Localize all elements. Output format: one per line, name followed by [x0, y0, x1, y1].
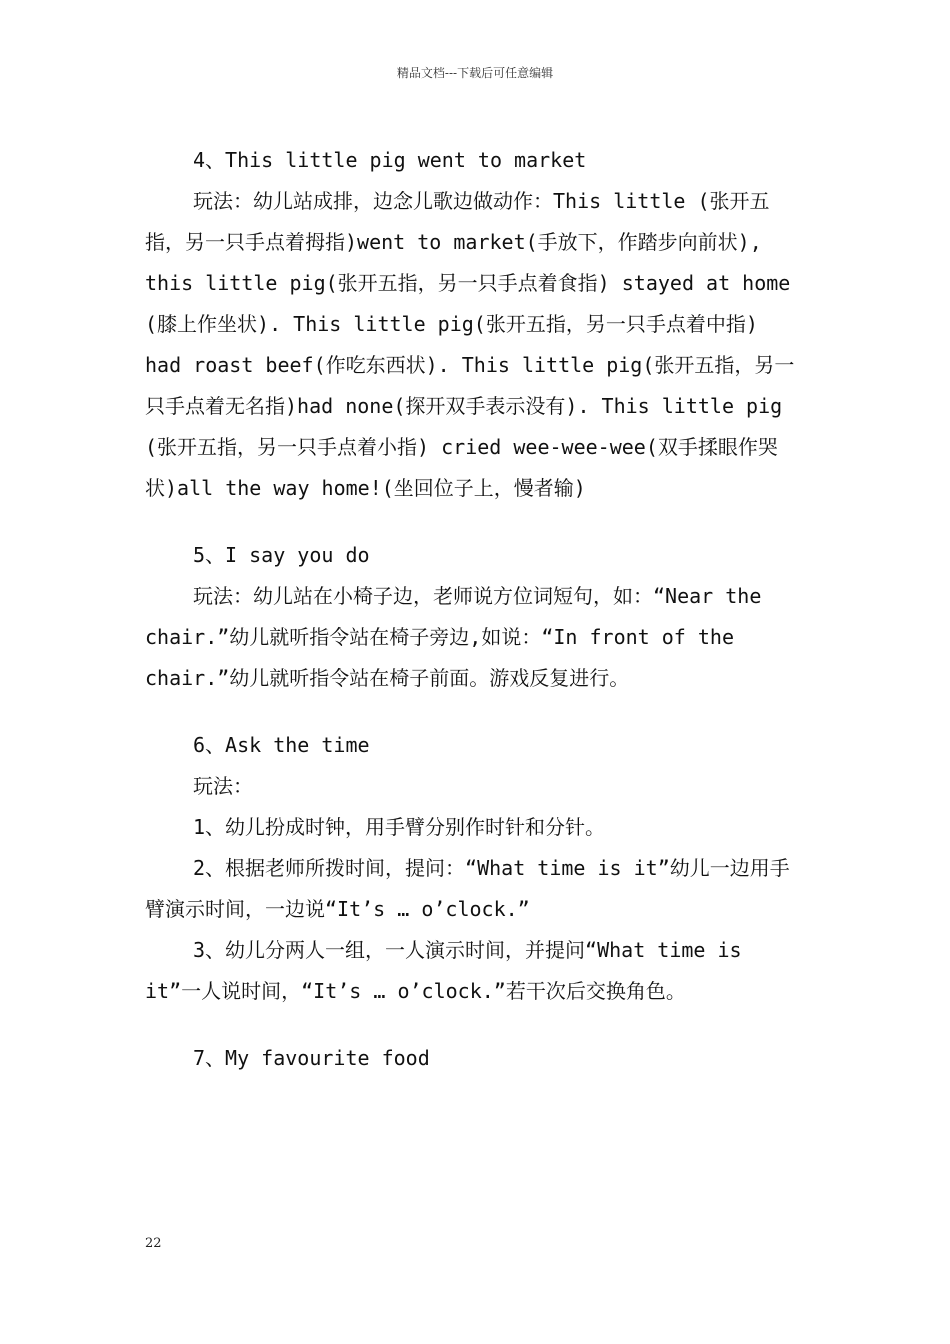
section-6-step-1: 1、幼儿扮成时钟，用手臂分别作时针和分针。 — [193, 815, 606, 839]
section-4-title: 4、This little pig went to market — [193, 148, 587, 172]
section-5-body: 玩法：幼儿站在小椅子边，老师说方位词短句，如：“Near the chair.”幼儿就听指令站在椅子旁边,如说：“In front of the chair.”幼儿就听指令站在椅子前面。游戏反复进行。 — [145, 584, 762, 690]
section-6-step-2: 2、根据老师所拨时间，提问：“What time is it”幼儿一边用手臂演示时间，一边说“It’s … o’clock.” — [145, 856, 790, 921]
section-6-play-label: 玩法： — [193, 774, 253, 798]
section-7-title: 7、My favourite food — [193, 1046, 430, 1070]
section-5-title: 5、I say you do — [193, 543, 370, 567]
section-6-step-3: 3、幼儿分两人一组，一人演示时间，并提问“What time is it”一人说时间，“It’s … o’clock.”若干次后交换角色。 — [145, 938, 742, 1003]
section-6-title: 6、Ask the time — [193, 733, 370, 757]
section-4-body: 玩法：幼儿站成排，边念儿歌边做动作：This little (张开五指，另一只手点着拇指)went to market(手放下，作踏步向前状), this little pig(张开五指，另一只手点着食指) stayed at home (膝上作坐状). This little pig(张开五指，另一只手点着中指) had roast beef(作吃东西状). This little pig(张开五指，另一只手点着无名指)had none(探开双手表示没有). This little pig (张开五指，另一只手点着小指) cried wee-wee-wee(双手揉眼作哭状)all the way home!(坐回位子上，慢者输) — [145, 189, 795, 500]
document-body — [145, 140, 805, 1079]
page-number: 22 — [145, 1236, 162, 1251]
page-header: 精品文档---下载后可任意编辑 — [396, 66, 554, 80]
